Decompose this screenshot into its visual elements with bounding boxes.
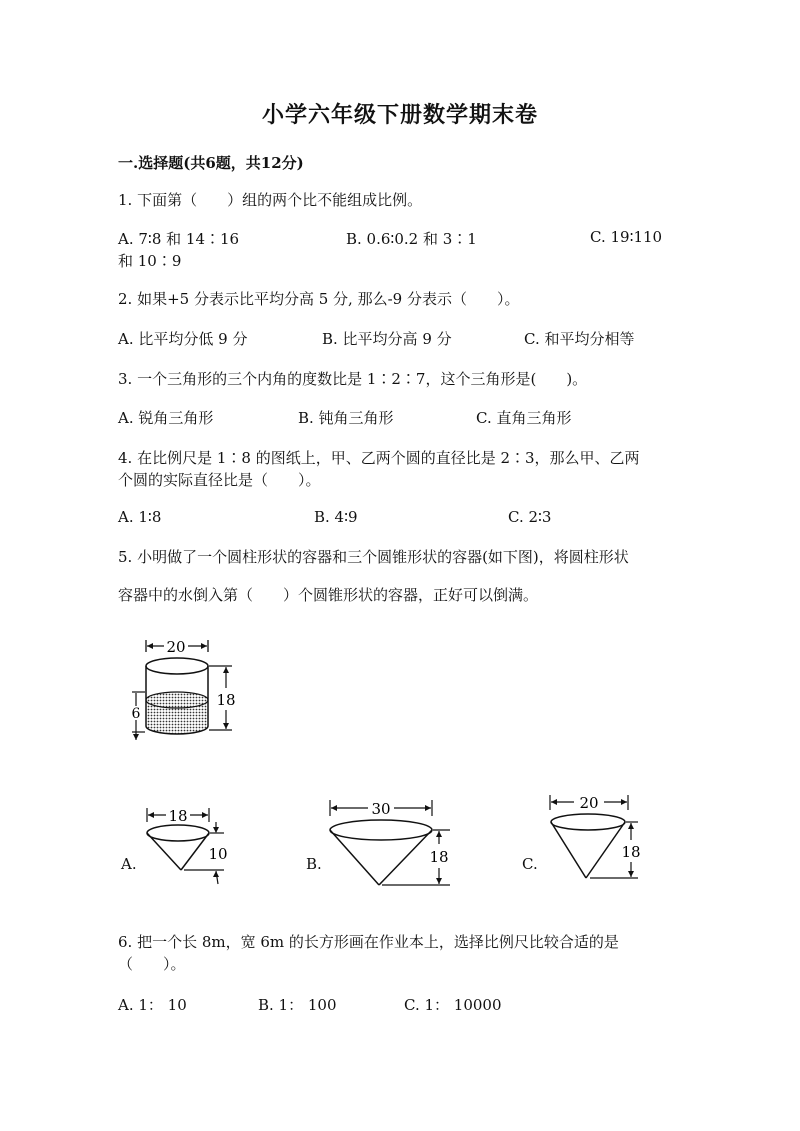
question-6-option-b[interactable]: B. 1： 100 [258, 996, 337, 1014]
cone-c-label[interactable]: C. [522, 855, 538, 873]
cone-c-figure [542, 790, 652, 890]
question-5-stem-line2: 容器中的水倒入第（ ）个圆锥形状的容器，正好可以倒满。 [118, 586, 539, 604]
question-3-option-b[interactable]: B. 钝角三角形 [298, 409, 394, 427]
question-4-stem-line2: 个圆的实际直径比是（ ）。 [118, 471, 321, 489]
question-3-option-a[interactable]: A. 锐角三角形 [118, 409, 214, 427]
question-1-option-c[interactable]: C. 19∶110 [590, 228, 663, 246]
question-6-stem-line1: 6. 把一个长 8m，宽 6m 的长方形画在作业本上，选择比例尺比较合适的是 [118, 933, 619, 951]
question-4-option-a[interactable]: A. 1∶8 [118, 508, 162, 526]
cone-c-height-label: 18 [621, 843, 641, 861]
cone-b-figure [322, 796, 462, 892]
question-6-option-a[interactable]: A. 1： 10 [118, 996, 187, 1014]
cone-a-height-label: 10 [208, 845, 228, 863]
cone-b-label[interactable]: B. [306, 855, 322, 873]
question-1-option-c-wrap: 和 10∶9 [118, 252, 182, 270]
question-5-stem-line1: 5. 小明做了一个圆柱形状的容器和三个圆锥形状的容器(如下图)，将圆柱形状 [118, 548, 629, 566]
question-2-option-a[interactable]: A. 比平均分低 9 分 [118, 330, 248, 348]
question-2-option-b[interactable]: B. 比平均分高 9 分 [322, 330, 452, 348]
question-3-stem: 3. 一个三角形的三个内角的度数比是 1∶2∶7，这个三角形是( )。 [118, 370, 588, 388]
question-1-option-a[interactable]: A. 7∶8 和 14∶16 [118, 230, 240, 248]
question-6-stem-line2: （ ）。 [118, 955, 186, 973]
cone-b-height-label: 18 [429, 848, 449, 866]
cone-a-label[interactable]: A. [121, 855, 137, 873]
section-heading: 一.选择题(共6题，共12分) [118, 154, 304, 172]
page-title: 小学六年级下册数学期末卷 [261, 102, 538, 128]
question-1-stem: 1. 下面第（ ）组的两个比不能组成比例。 [118, 191, 423, 209]
cone-a-diameter-label: 18 [168, 807, 188, 825]
question-4-stem-line1: 4. 在比例尺是 1∶8 的图纸上，甲、乙两个圆的直径比是 2∶3，那么甲、乙两 [118, 449, 640, 467]
cylinder-figure [120, 636, 240, 746]
cylinder-water-label: 6 [131, 706, 141, 722]
question-1-option-b[interactable]: B. 0.6∶0.2 和 3∶1 [346, 230, 477, 248]
question-4-option-b[interactable]: B. 4∶9 [314, 508, 358, 526]
cone-b-diameter-label: 30 [371, 800, 391, 818]
cylinder-diameter-label: 20 [166, 638, 186, 656]
cylinder-height-label: 18 [216, 691, 236, 709]
cone-a-figure [140, 802, 240, 892]
cone-c-diameter-label: 20 [579, 794, 599, 812]
question-4-option-c[interactable]: C. 2∶3 [508, 508, 552, 526]
question-6-option-c[interactable]: C. 1： 10000 [404, 996, 502, 1014]
question-2-option-c[interactable]: C. 和平均分相等 [524, 330, 635, 348]
question-3-option-c[interactable]: C. 直角三角形 [476, 409, 572, 427]
question-2-stem: 2. 如果+5 分表示比平均分高 5 分, 那么-9 分表示（ ）。 [118, 290, 520, 308]
